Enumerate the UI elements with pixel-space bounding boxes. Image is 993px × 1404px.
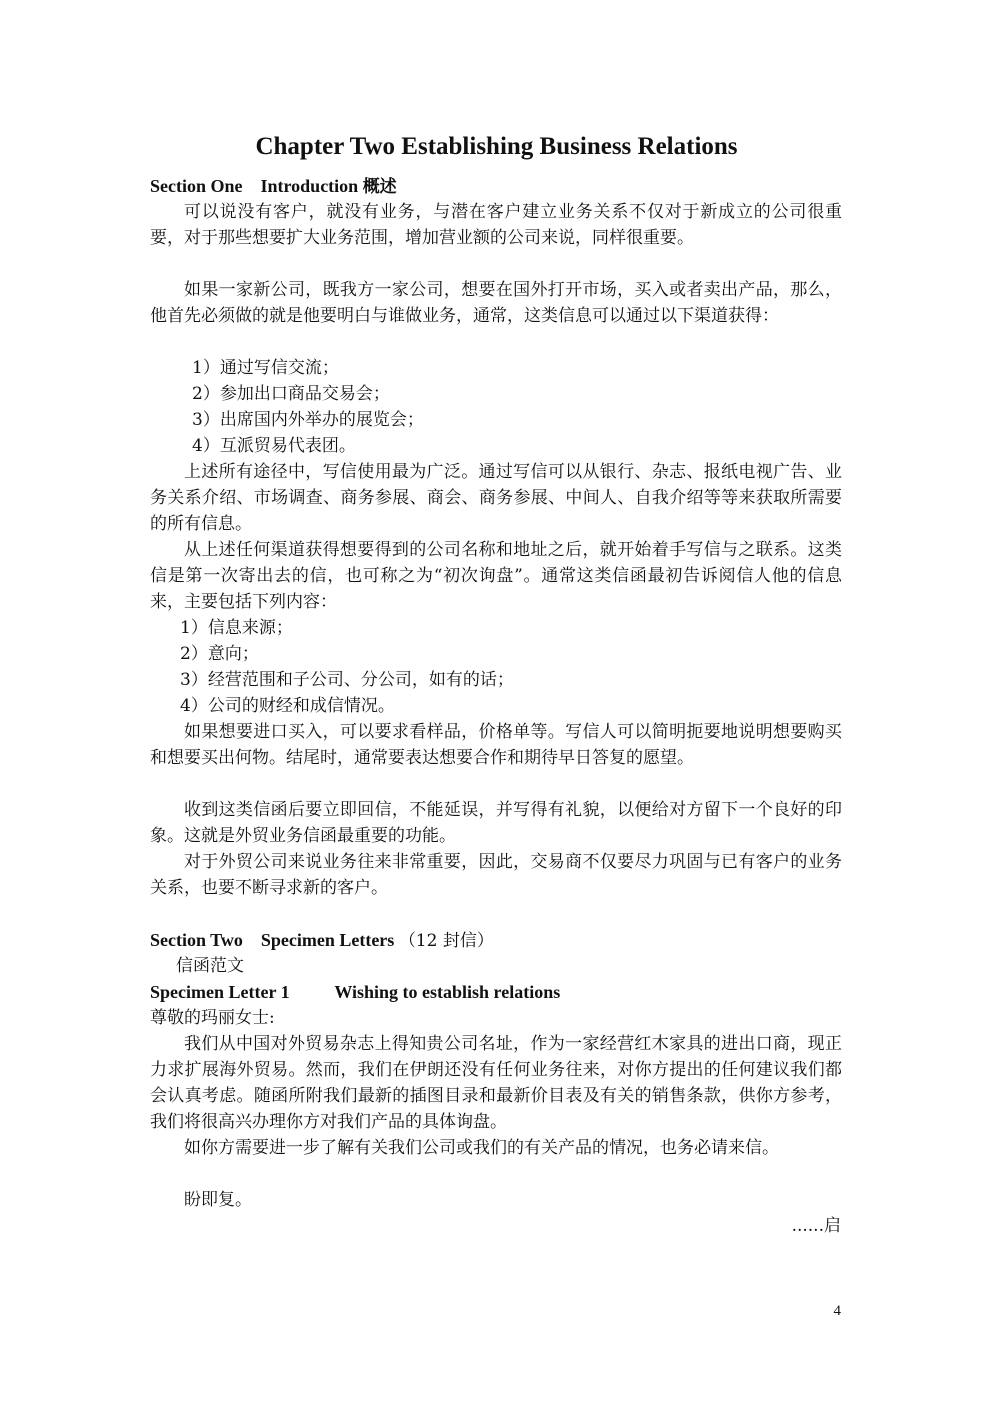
section-two-heading-note: （12 封信） [398, 931, 494, 951]
intro-paragraph-2: 如果一家新公司，既我方一家公司，想要在国外打开市场，买入或者卖出产品，那么，他首先必须做的就是他要明白与谁做业务，通常，这类信息可以通过以下渠道获得： [150, 280, 842, 326]
channel-item-4: 4）互派贸易代表团。 [192, 436, 356, 456]
content-item-3: 3）经营范围和子公司、分公司，如有的话； [180, 670, 514, 690]
letter-1-label: Specimen Letter 1 [150, 982, 290, 1002]
section-two-heading [150, 927, 494, 954]
section-one-heading-en: Section One Introduction [150, 176, 359, 196]
chapter-title: Chapter Two Establishing Business Relations [255, 133, 738, 160]
intro-paragraph-5: 如果想要进口买入，可以要求看样品，价格单等。写信人可以简明扼要地说明想要购买和想要买出何物。结尾时，通常要表达想要合作和期待早日答复的愿望。 [150, 722, 842, 768]
section-one-heading-cn: 概述 [362, 177, 397, 197]
intro-paragraph-3: 上述所有途径中，写信使用最为广泛。通过写信可以从银行、杂志、报纸电视广告、业务关系介绍、市场调查、商务参展、商会、商务参展、中间人、自我介绍等等来获取所需要的所有信息。 [150, 462, 842, 534]
letter-1-paragraph-2: 如你方需要进一步了解有关我们公司或我们的有关产品的情况，也务必请来信。 [184, 1138, 779, 1158]
intro-paragraph-4: 从上述任何渠道获得想要得到的公司名称和地址之后，就开始着手写信与之联系。这类信是第一次寄出去的信，也可称之为“初次询盘”。通常这类信函最初告诉阅信人他的信息来，主要包括下列内容： [150, 540, 842, 612]
letter-1-title: Wishing to establish relations [334, 982, 561, 1002]
letter-1-heading [150, 979, 560, 1005]
content-item-2: 2）意向； [180, 644, 259, 664]
intro-paragraph-1: 可以说没有客户，就没有业务，与潜在客户建立业务关系不仅对于新成立的公司很重要，对于那些想要扩大业务范围，增加营业额的公司来说，同样很重要。 [150, 202, 842, 248]
channel-item-3: 3）出席国内外举办的展览会； [192, 410, 424, 430]
letter-1-closing: 盼即复。 [184, 1190, 252, 1210]
letter-1-salutation: 尊敬的玛丽女士: [150, 1008, 275, 1028]
content-item-4: 4）公司的财经和成信情况。 [180, 696, 395, 716]
section-one-heading [150, 173, 397, 200]
channel-item-1: 1）通过写信交流； [192, 358, 339, 378]
intro-paragraph-6: 收到这类信函后要立即回信，不能延误，并写得有礼貌，以便给对方留下一个良好的印象。这就是外贸业务信函最重要的功能。 [150, 800, 842, 846]
intro-paragraph-7: 对于外贸公司来说业务往来非常重要，因此，交易商不仅要尽力巩固与已有客户的业务关系，也要不断寻求新的客户。 [150, 852, 842, 898]
letter-1-paragraph-1: 我们从中国对外贸易杂志上得知贵公司名址，作为一家经营红木家具的进出口商，现正力求扩展海外贸易。然而，我们在伊朗还没有任何业务往来，对你方提出的任何建议我们都会认真考虑。随函所附我们最新的插图目录和最新价目表及有关的销售条款，供你方参考，我们将很高兴办理你方对我们产品的具体询盘。 [150, 1034, 842, 1132]
content-item-1: 1）信息来源； [180, 618, 293, 638]
channel-item-2: 2）参加出口商品交易会； [192, 384, 390, 404]
section-two-subtitle: 信函范文 [176, 956, 244, 976]
letter-1-signature: ......启 [791, 1216, 841, 1236]
section-two-heading-en: Section Two Specimen Letters [150, 930, 395, 950]
page-number: 4 [833, 1303, 841, 1319]
